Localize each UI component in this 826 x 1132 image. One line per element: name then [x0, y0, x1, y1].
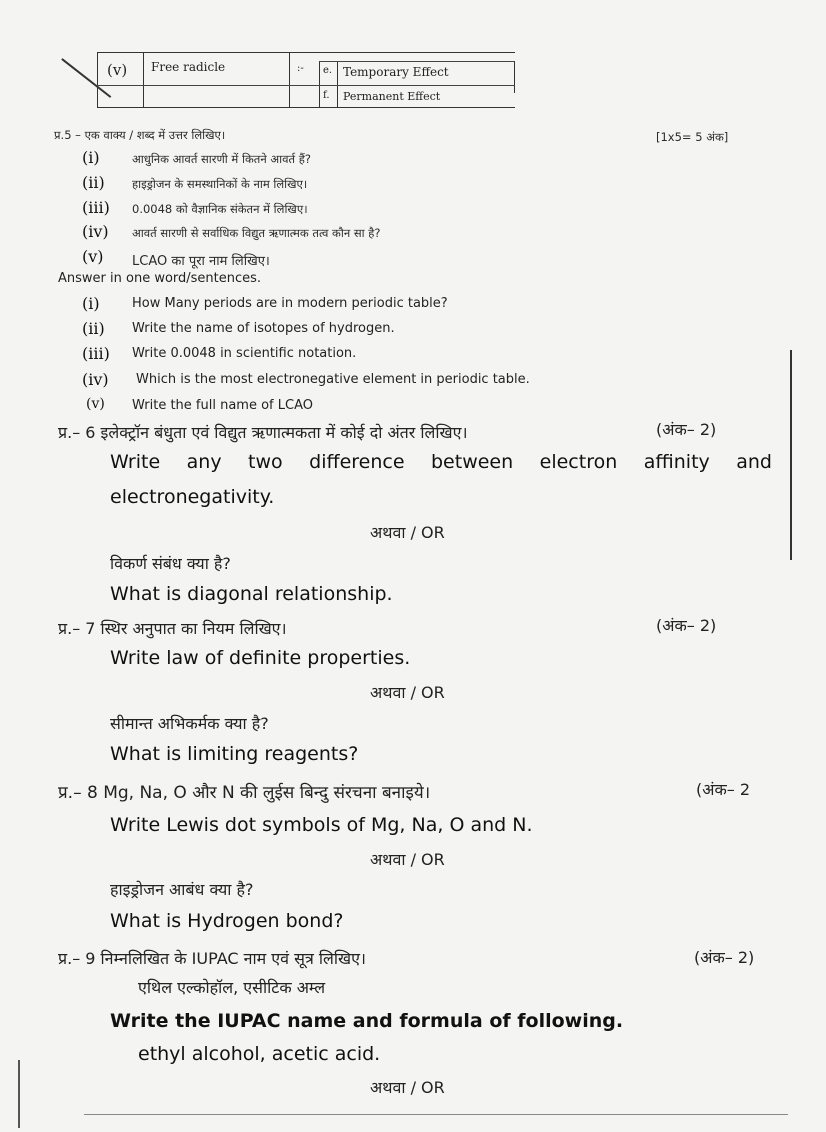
- q8-or: अथवा / OR: [370, 850, 445, 869]
- q5-hi-num-2: (ii): [82, 173, 105, 192]
- q9-english: Write the IUPAC name and formula of following.: [110, 1010, 624, 1032]
- q5-en-num-4: (iv): [82, 370, 109, 389]
- q6-word: between: [431, 451, 514, 473]
- q8-alt-hindi: हाइड्रोजन आबंध क्या है?: [110, 880, 254, 899]
- q7-english: Write law of definite properties.: [110, 647, 411, 669]
- q7-hindi: प्र.– 7 स्थिर अनुपात का नियम लिखिए।: [58, 619, 287, 638]
- q6-english-line1: [110, 451, 772, 473]
- q6-word: two: [248, 451, 283, 473]
- q6-or: अथवा / OR: [370, 523, 445, 542]
- table-letter-f: f.: [323, 90, 330, 101]
- match-table: [97, 52, 515, 108]
- q9-hindi-names: एथिल एल्कोहॉल, एसीटिक अम्ल: [138, 978, 326, 997]
- q8-marks: (अंक– 2: [696, 780, 751, 799]
- q6-word: any: [186, 451, 222, 473]
- q5-en-num-2: (ii): [82, 319, 105, 338]
- left-edge-mark: [18, 1060, 20, 1128]
- q5-en-item-1: How Many periods are in modern periodic table?: [132, 296, 448, 311]
- q5-heading-english: Answer in one word/sentences.: [58, 271, 262, 286]
- q5-hi-num-1: (i): [82, 148, 100, 167]
- q5-hi-item-4: आवर्त सारणी से सर्वाधिक विद्युत ऋणात्मक तत्व कौन सा है?: [132, 226, 381, 240]
- q6-word: Write: [110, 451, 161, 473]
- q5-hi-item-3: 0.0048 को वैज्ञानिक संकेतन में लिखिए।: [132, 202, 308, 216]
- table-letter-e: e.: [323, 65, 333, 76]
- q5-hi-item-5: LCAO का पूरा नाम लिखिए।: [132, 254, 270, 269]
- q7-or: अथवा / OR: [370, 683, 445, 702]
- q5-hi-num-4: (iv): [82, 222, 109, 241]
- q5-heading-hindi: प्र.5 – एक वाक्य / शब्द में उत्तर लिखिए।: [54, 128, 226, 142]
- table-option-e: Temporary Effect: [343, 65, 449, 79]
- q9-english-names: ethyl alcohol, acetic acid.: [138, 1043, 381, 1065]
- q8-hindi: प्र.– 8 Mg, Na, O और N की लुईस बिन्दु संरचना बनाइये।: [58, 783, 431, 803]
- q5-hi-item-1: आधुनिक आवर्त सारणी में कितने आवर्त हैं?: [132, 152, 311, 166]
- table-sep: :-: [297, 63, 304, 74]
- q6-marks: (अंक– 2): [656, 420, 717, 439]
- q7-marks: (अंक– 2): [656, 616, 717, 635]
- q7-alt-hindi: सीमान्त अभिकर्मक क्या है?: [110, 714, 269, 733]
- q6-word: difference: [309, 451, 405, 473]
- q7-alt-english: What is limiting reagents?: [110, 743, 359, 765]
- q8-english: Write Lewis dot symbols of Mg, Na, O and N.: [110, 814, 533, 836]
- q5-en-num-3: (iii): [82, 344, 110, 363]
- q5-hi-num-3: (iii): [82, 198, 110, 217]
- q5-en-item-3: Write 0.0048 in scientific notation.: [132, 346, 357, 361]
- q5-en-item-4: Which is the most electronegative element in periodic table.: [136, 372, 530, 387]
- q6-alt-english: What is diagonal relationship.: [110, 583, 393, 605]
- q6-alt-hindi: विकर्ण संबंध क्या है?: [110, 554, 231, 573]
- q9-hindi: प्र.– 9 निम्नलिखित के IUPAC नाम एवं सूत्र लिखिए।: [58, 949, 366, 968]
- q5-en-item-5: Write the full name of LCAO: [132, 398, 313, 413]
- table-term: Free radicle: [151, 60, 226, 74]
- bottom-rule: [84, 1114, 788, 1115]
- q5-en-num-1: (i): [82, 294, 100, 313]
- q6-hindi: प्र.– 6 इलेक्ट्रॉन बंधुता एवं विद्युत ऋणात्मकता में कोई दो अंतर लिखिए।: [58, 423, 468, 442]
- q8-alt-english: What is Hydrogen bond?: [110, 910, 344, 932]
- q9-or: अथवा / OR: [370, 1078, 445, 1097]
- table-option-f: Permanent Effect: [343, 90, 441, 103]
- q6-word: affinity: [643, 451, 710, 473]
- q5-hi-item-2: हाइड्रोजन के समस्थानिकों के नाम लिखिए।: [132, 177, 308, 191]
- q6-english-line2: electronegativity.: [110, 486, 275, 508]
- q6-word: electron: [539, 451, 618, 473]
- q5-hi-num-5: (v): [82, 247, 104, 266]
- q9-marks: (अंक– 2): [694, 948, 755, 967]
- q5-en-num-5: (v): [86, 396, 105, 412]
- q5-marks: [1x5= 5 अंक]: [656, 130, 729, 144]
- q6-word: and: [736, 451, 772, 473]
- q5-en-item-2: Write the name of isotopes of hydrogen.: [132, 321, 395, 336]
- table-roman: (v): [107, 61, 128, 79]
- right-margin-line: [790, 350, 792, 560]
